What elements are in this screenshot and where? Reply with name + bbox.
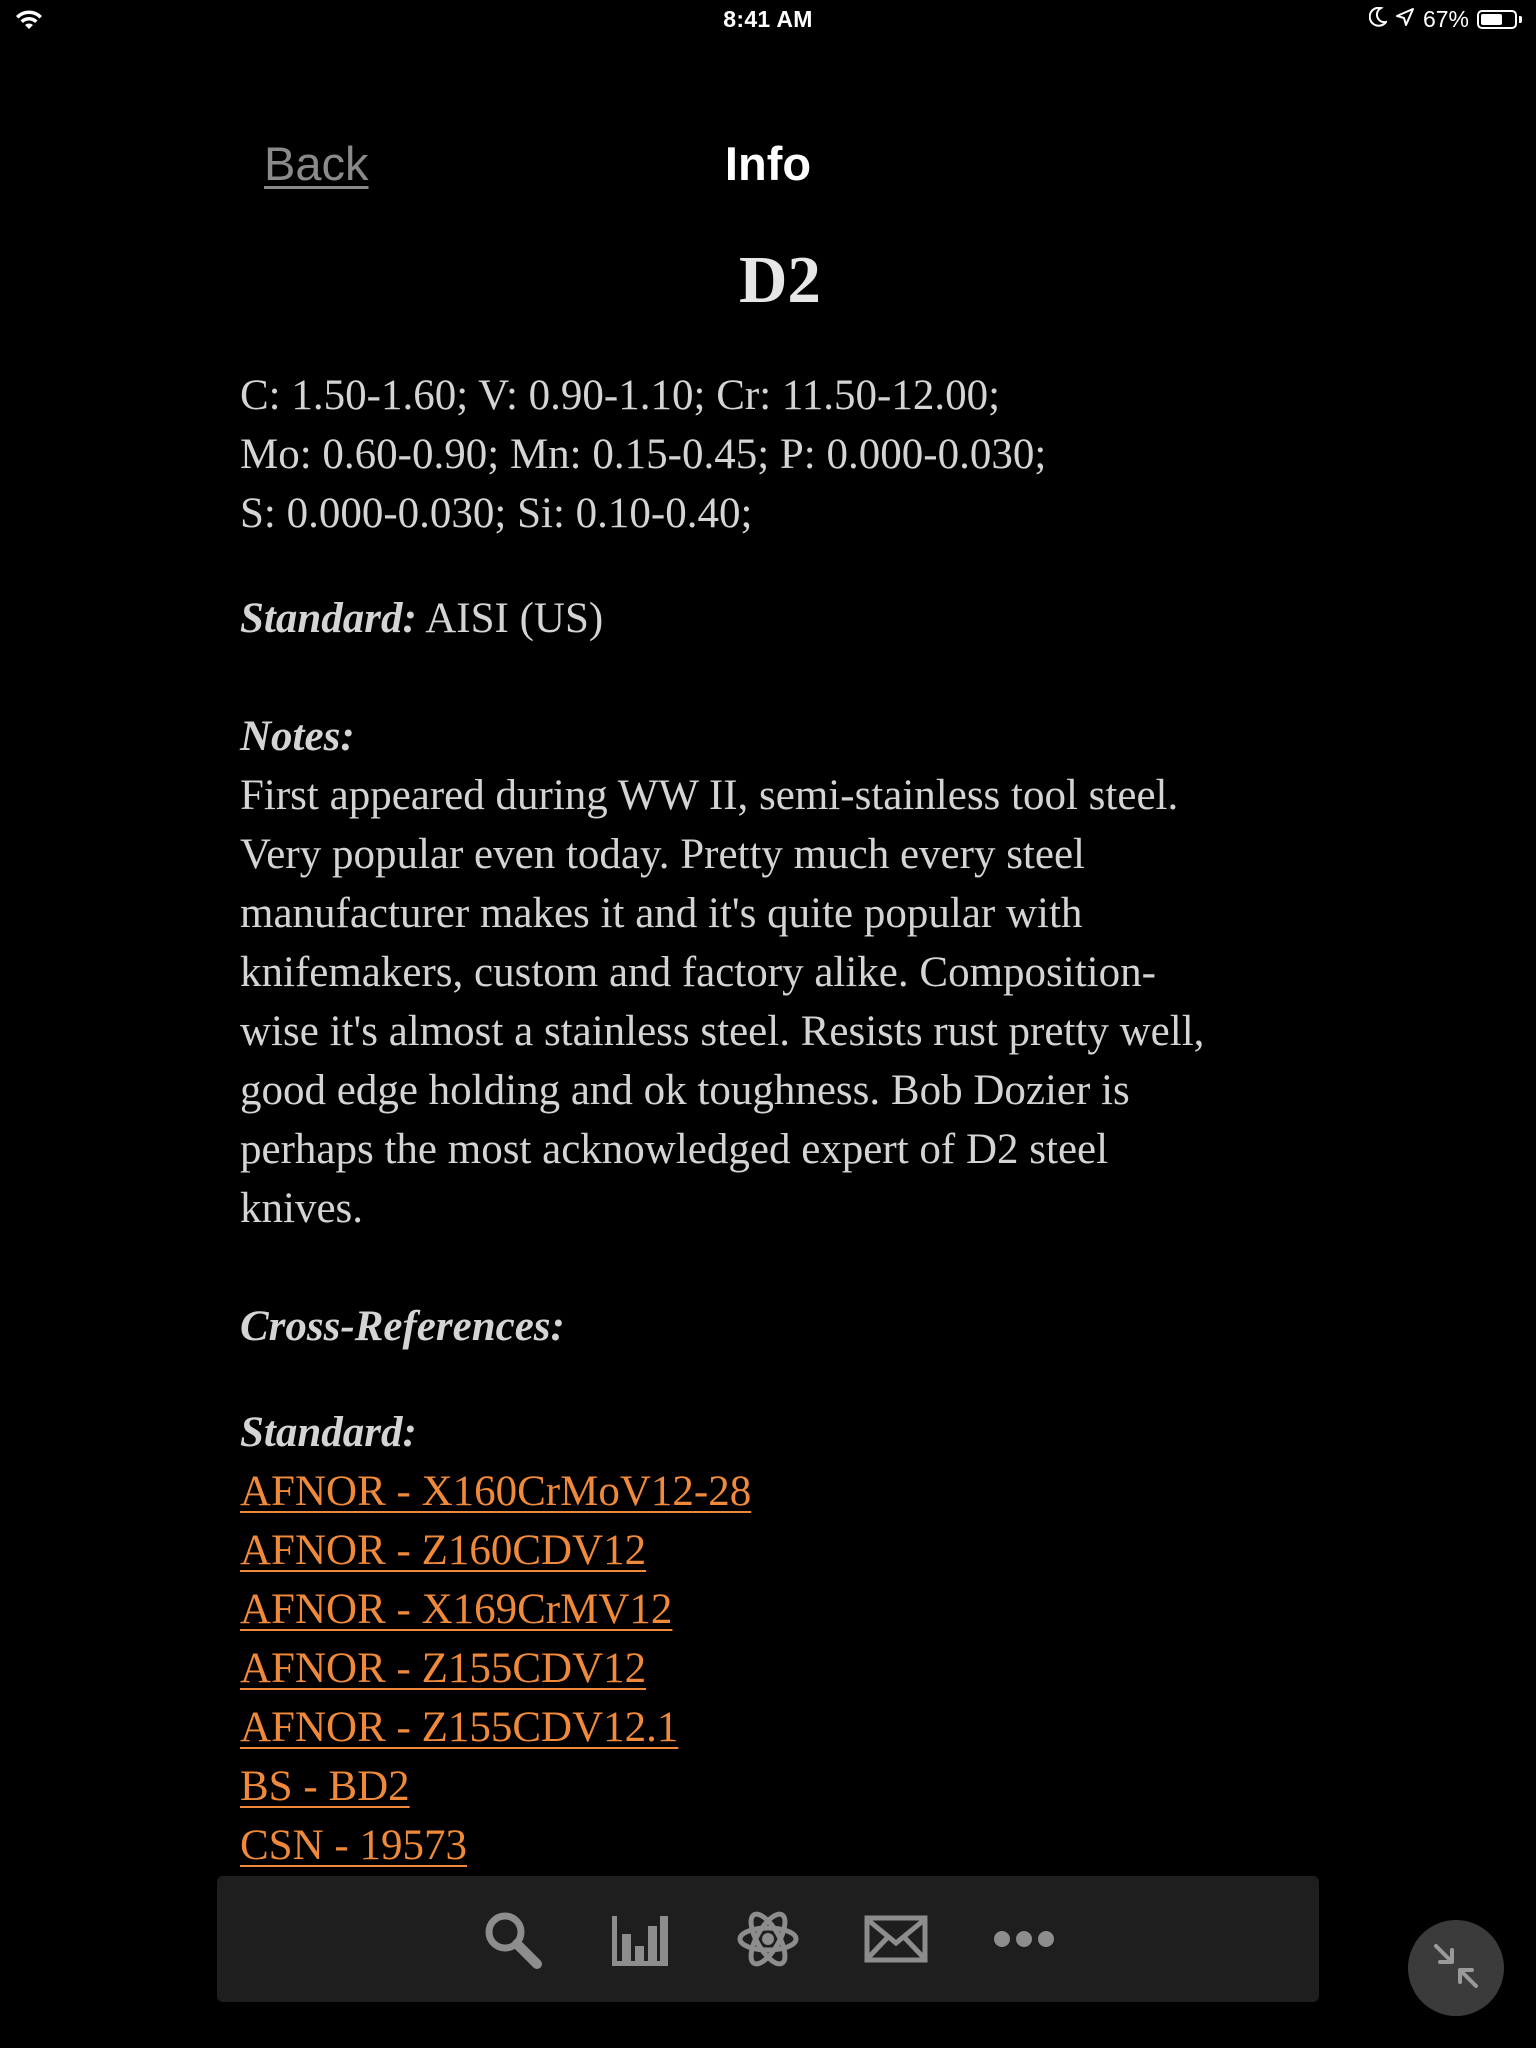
cross-references-standard-label: Standard: <box>240 1409 417 1456</box>
notes-line: good edge holding and ok toughness. Bob Dozier is <box>240 1067 1130 1114</box>
tab-bar <box>217 1876 1319 2002</box>
notes-line: First appeared during WW II, semi-stainless tool steel. <box>240 772 1179 819</box>
cross-reference-link[interactable]: AFNOR - X169CrMV12 <box>240 1586 673 1633</box>
list-item <box>240 1816 1320 1875</box>
battery-tip <box>1519 16 1522 23</box>
status-bar <box>0 0 1536 40</box>
cross-reference-link[interactable]: AFNOR - Z155CDV12.1 <box>240 1704 679 1751</box>
list-item <box>240 1639 1320 1698</box>
notes-line: knifemakers, custom and factory alike. Composition- <box>240 949 1156 996</box>
standard-label: Standard: <box>240 595 417 642</box>
notes-line: wise it's almost a stainless steel. Resists rust pretty well, <box>240 1008 1205 1055</box>
battery-fill <box>1481 14 1502 25</box>
atom-icon[interactable] <box>733 1904 803 1974</box>
composition-line: S: 0.000-0.030; Si: 0.10-0.40; <box>240 490 753 537</box>
list-item <box>240 1757 1320 1816</box>
moon-icon <box>1369 6 1387 33</box>
notes-line: Very popular even today. Pretty much every steel <box>240 831 1085 878</box>
info-content <box>240 240 1320 1875</box>
notes-text <box>240 766 1320 1238</box>
notes-line: knives. <box>240 1185 364 1232</box>
back-button[interactable]: Back <box>264 137 369 190</box>
composition-line: Mo: 0.60-0.90; Mn: 0.15-0.45; P: 0.000-0.030; <box>240 431 1047 478</box>
steel-name: D2 <box>739 243 821 317</box>
location-arrow-icon <box>1395 6 1415 33</box>
composition <box>240 366 1320 543</box>
list-item <box>240 1698 1320 1757</box>
standard-value: AISI (US) <box>416 595 604 642</box>
notes-line: perhaps the most acknowledged expert of D2 steel <box>240 1126 1109 1173</box>
mail-icon[interactable] <box>861 1904 931 1974</box>
page-title: Info <box>724 137 812 190</box>
list-item <box>240 1580 1320 1639</box>
cross-reference-link[interactable]: AFNOR - Z160CDV12 <box>240 1527 647 1574</box>
collapse-button[interactable] <box>1408 1920 1504 2016</box>
cross-references-list <box>240 1462 1320 1875</box>
collapse-icon <box>1432 1942 1480 1995</box>
battery-icon <box>1477 10 1517 29</box>
chart-icon[interactable] <box>605 1904 675 1974</box>
standard-row <box>240 589 1320 648</box>
list-item <box>240 1462 1320 1521</box>
search-icon[interactable] <box>477 1904 547 1974</box>
notes-label: Notes: <box>240 713 355 760</box>
cross-reference-link[interactable]: CSN - 19573 <box>240 1822 467 1869</box>
cross-reference-link[interactable]: AFNOR - Z155CDV12 <box>240 1645 647 1692</box>
status-time: 8:41 AM <box>723 6 813 32</box>
battery-percent: 67% <box>1422 6 1469 32</box>
more-icon[interactable] <box>989 1904 1059 1974</box>
cross-reference-link[interactable]: AFNOR - X160CrMoV12-28 <box>240 1468 752 1515</box>
cross-references-heading: Cross-References: <box>240 1303 565 1350</box>
status-right <box>1369 6 1522 33</box>
notes-line: manufacturer makes it and it's quite popular with <box>240 890 1083 937</box>
cross-reference-link[interactable]: BS - BD2 <box>240 1763 410 1810</box>
composition-line: C: 1.50-1.60; V: 0.90-1.10; Cr: 11.50-12.00; <box>240 372 1001 419</box>
list-item <box>240 1521 1320 1580</box>
